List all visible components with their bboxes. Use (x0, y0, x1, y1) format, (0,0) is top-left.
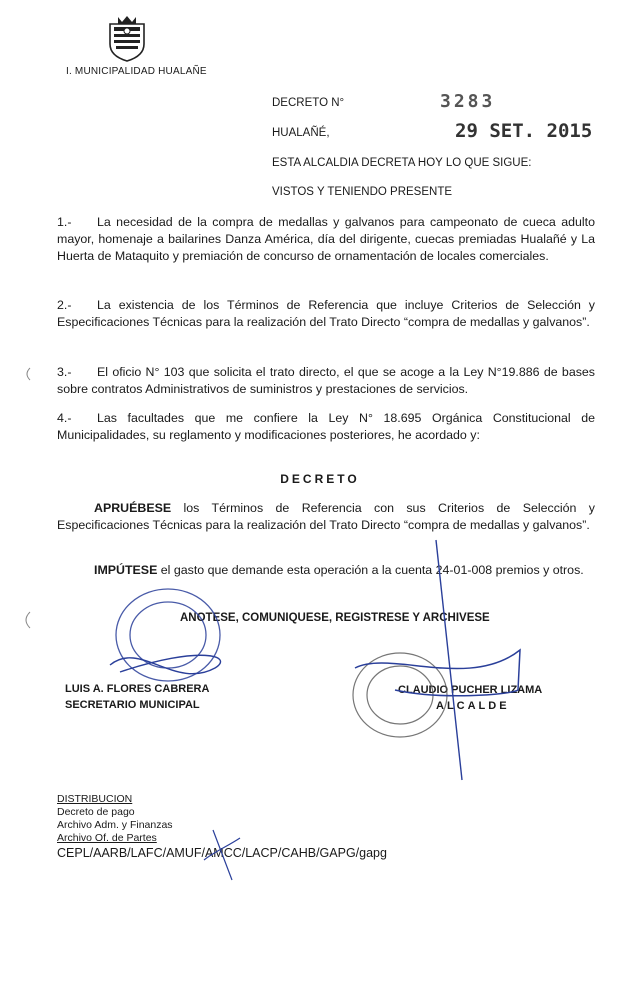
distribution-item: Archivo Adm. y Finanzas (57, 819, 173, 831)
ink-strike-initials (204, 830, 240, 880)
distribution-initials: CEPL/AARB/LAFC/AMUF/AMCC/LACP/CAHB/GAPG/gapg (57, 846, 387, 860)
mayor-name: CLAUDIO PUCHER LIZAMA (398, 684, 543, 696)
secretary-title: SECRETARIO MUNICIPAL (65, 699, 200, 711)
distribution-title: DISTRIBUCION (57, 793, 133, 805)
secretary-signature (110, 655, 221, 673)
secretary-seal-stamp (116, 589, 220, 681)
place-label: HUALAÑÉ, (272, 127, 330, 139)
vistos-heading: VISTOS Y TENIENDO PRESENTE (272, 186, 453, 198)
resolution-impute: IMPÚTESE el gasto que demande esta operación a la cuenta 24-01-008 premios y otros. (94, 563, 584, 577)
consideration-3: 3.- El oficio N° 103 que solicita el trato directo, el que se acoge a la Ley N°19.886 de bases sobre contratos Administrativos de suministros y prestaciones de servicios. (57, 365, 595, 396)
consideration-4: 4.- Las facultades que me confiere la Ley N° 18.695 Orgánica Constitucional de Municipalidades, su reglamento y modificaciones posteriores, he acordado y: (57, 411, 595, 442)
resolution-approve: APRUÉBESE los Términos de Referencia con sus Criterios de Selección y Especificaciones Técnicas para la realización del Trato Directo “compra de medallas y galvanos”. (57, 501, 595, 532)
distribution-item: Archivo Of. de Partes (57, 832, 157, 844)
decree-title: DECRETO (280, 472, 360, 486)
decree-label: DECRETO N° (272, 97, 345, 109)
secretary-name: LUIS A. FLORES CABRERA (65, 683, 210, 695)
date-stamp: 29 SET. 2015 (455, 120, 593, 142)
intro-line: ESTA ALCALDIA DECRETA HOY LO QUE SIGUE: (272, 157, 532, 169)
distribution-item: Decreto de pago (57, 806, 135, 818)
margin-mark (26, 612, 30, 628)
closing-line: ANOTESE, COMUNIQUESE, REGISTRESE Y ARCHIVESE (180, 612, 490, 624)
margin-mark (27, 368, 30, 380)
decree-number-stamp: 3283 (440, 91, 496, 112)
ink-stroke-vertical (436, 540, 462, 780)
municipality-name: I. MUNICIPALIDAD HUALAÑE (66, 66, 207, 77)
consideration-1: 1.- La necesidad de la compra de medallas y galvanos para campeonato de cueca adulto mayor, homenaje a bailarines Danza América, día del dirigente, cuecas premiadas Hualañé y La Huerta de Mataquito y premiación de concurso de ornamentación de locales comerciales. (57, 215, 595, 263)
mayor-title: ALCALDE (436, 700, 510, 712)
consideration-2: 2.- La existencia de los Términos de Referencia que incluye Criterios de Selección y Especificaciones Técnicas para la realización del Trato Directo “compra de medallas y galvanos”. (57, 298, 595, 329)
